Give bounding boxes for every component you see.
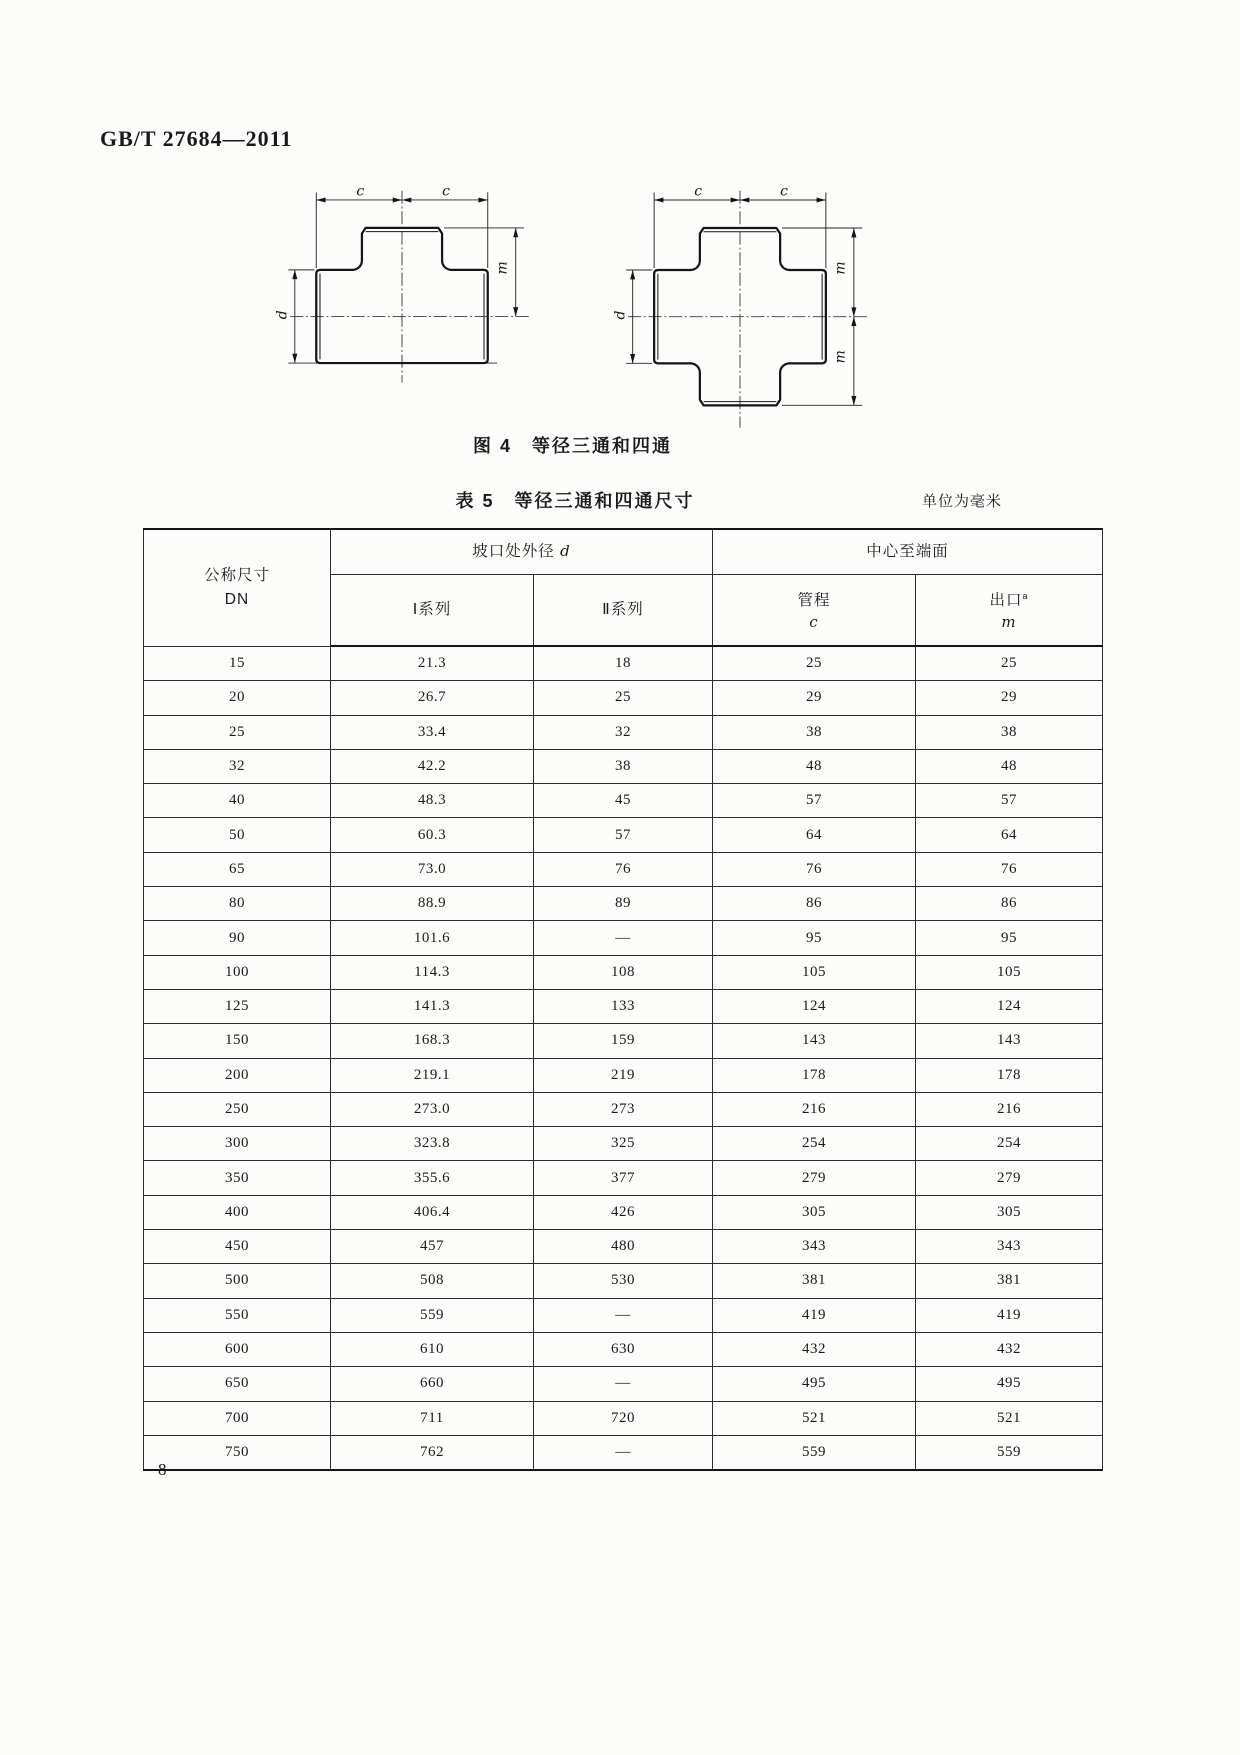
cell-series2: — xyxy=(534,1298,713,1332)
cell-series2: 57 xyxy=(534,818,713,852)
cell-series1: 42.2 xyxy=(331,749,534,783)
cell-series1: 406.4 xyxy=(331,1195,534,1229)
cell-series2: 630 xyxy=(534,1332,713,1366)
cell-outlet-m: 305 xyxy=(916,1195,1103,1229)
cell-dn: 50 xyxy=(144,818,331,852)
cell-dn: 32 xyxy=(144,749,331,783)
table-row xyxy=(144,852,1103,886)
cell-series2: — xyxy=(534,1435,713,1470)
cell-series1: 26.7 xyxy=(331,681,534,715)
col-outlet-label: 出口 xyxy=(989,591,1023,609)
cell-outlet-m: 143 xyxy=(916,1024,1103,1058)
dim-label-d: d xyxy=(274,310,291,320)
standard-number: GB/T 27684—2011 xyxy=(100,126,293,151)
col-run-var: c xyxy=(809,613,819,631)
table-row xyxy=(144,1367,1103,1401)
dim-label-d: d xyxy=(612,310,629,320)
cell-dn: 200 xyxy=(144,1058,331,1092)
col-outlet-text xyxy=(916,589,1102,613)
dim-label-c: c xyxy=(356,183,365,200)
group-outer-diameter-var: d xyxy=(560,541,571,560)
cell-series1: 711 xyxy=(331,1401,534,1435)
cell-run-c: 105 xyxy=(713,955,916,989)
cell-run-c: 95 xyxy=(713,921,916,955)
table-row xyxy=(144,1332,1103,1366)
unit-note: 单位为毫米 xyxy=(921,493,1002,510)
cell-dn: 40 xyxy=(144,784,331,818)
col-outlet-var: m xyxy=(1001,613,1017,631)
cell-outlet-m: 38 xyxy=(916,715,1103,749)
table-row xyxy=(144,1435,1103,1470)
cell-series2: 325 xyxy=(534,1127,713,1161)
cell-dn: 500 xyxy=(144,1264,331,1298)
cell-dn: 750 xyxy=(144,1435,331,1470)
col-header-series1: Ⅰ系列 xyxy=(331,575,534,647)
cell-series2: 18 xyxy=(534,646,713,681)
cell-series2: 377 xyxy=(534,1161,713,1195)
cell-series2: 89 xyxy=(534,887,713,921)
cross-diagram xyxy=(600,172,880,452)
dim-label-c: c xyxy=(442,183,450,200)
col-header-run xyxy=(713,575,916,647)
cell-series1: 323.8 xyxy=(331,1127,534,1161)
cell-outlet-m: 419 xyxy=(916,1298,1103,1332)
cell-series1: 60.3 xyxy=(331,818,534,852)
cell-outlet-m: 95 xyxy=(916,921,1103,955)
table-row xyxy=(144,1092,1103,1126)
col-header-series2: Ⅱ系列 xyxy=(534,575,713,647)
col-header-outlet xyxy=(916,575,1103,647)
table-row xyxy=(144,715,1103,749)
cell-dn: 100 xyxy=(144,955,331,989)
cell-series2: — xyxy=(534,1367,713,1401)
dimensions-table xyxy=(143,528,1103,1471)
tee-diagram xyxy=(262,172,542,405)
cell-run-c: 559 xyxy=(713,1435,916,1470)
cell-run-c: 419 xyxy=(713,1298,916,1332)
cell-run-c: 305 xyxy=(713,1195,916,1229)
group-outer-diameter-text: 坡口处外径 xyxy=(472,542,555,560)
figure-caption: 图 4 等径三通和四通 xyxy=(472,436,672,456)
cell-series1: 508 xyxy=(331,1264,534,1298)
tee-dimension-lines xyxy=(295,200,516,363)
table-row xyxy=(144,749,1103,783)
cell-series2: — xyxy=(534,921,713,955)
cell-dn: 600 xyxy=(144,1332,331,1366)
cell-series1: 114.3 xyxy=(331,955,534,989)
cell-run-c: 178 xyxy=(713,1058,916,1092)
cell-series2: 45 xyxy=(534,784,713,818)
cell-series2: 480 xyxy=(534,1230,713,1264)
dim-label-c: c xyxy=(780,183,788,200)
cell-run-c: 76 xyxy=(713,852,916,886)
col-header-dn-code: DN xyxy=(224,590,250,608)
cell-outlet-m: 124 xyxy=(916,989,1103,1023)
cell-series2: 273 xyxy=(534,1092,713,1126)
cell-series2: 76 xyxy=(534,852,713,886)
table-row xyxy=(144,1401,1103,1435)
cell-run-c: 343 xyxy=(713,1230,916,1264)
tee-centerlines xyxy=(290,191,530,383)
table-row xyxy=(144,1127,1103,1161)
cell-series1: 21.3 xyxy=(331,646,534,681)
cell-series1: 168.3 xyxy=(331,1024,534,1058)
cell-dn: 125 xyxy=(144,989,331,1023)
cell-outlet-m: 559 xyxy=(916,1435,1103,1470)
cell-dn: 65 xyxy=(144,852,331,886)
table-row xyxy=(144,1298,1103,1332)
cell-series2: 108 xyxy=(534,955,713,989)
cell-series2: 219 xyxy=(534,1058,713,1092)
cell-dn: 250 xyxy=(144,1092,331,1126)
cell-series2: 159 xyxy=(534,1024,713,1058)
cell-outlet-m: 381 xyxy=(916,1264,1103,1298)
cell-outlet-m: 29 xyxy=(916,681,1103,715)
table-row xyxy=(144,989,1103,1023)
cell-series2: 32 xyxy=(534,715,713,749)
dim-label-m: m xyxy=(832,261,849,275)
cell-dn: 550 xyxy=(144,1298,331,1332)
cell-series1: 273.0 xyxy=(331,1092,534,1126)
dim-label-c: c xyxy=(694,183,703,200)
cell-dn: 400 xyxy=(144,1195,331,1229)
cell-run-c: 143 xyxy=(713,1024,916,1058)
cell-run-c: 279 xyxy=(713,1161,916,1195)
cell-dn: 15 xyxy=(144,646,331,681)
cell-run-c: 38 xyxy=(713,715,916,749)
cell-outlet-m: 495 xyxy=(916,1367,1103,1401)
cell-outlet-m: 57 xyxy=(916,784,1103,818)
cell-dn: 20 xyxy=(144,681,331,715)
dim-label-m: m xyxy=(494,261,511,275)
cell-run-c: 254 xyxy=(713,1127,916,1161)
table-row xyxy=(144,1230,1103,1264)
group-header-outer-diameter xyxy=(331,529,713,575)
cell-dn: 300 xyxy=(144,1127,331,1161)
cell-run-c: 432 xyxy=(713,1332,916,1366)
cell-run-c: 29 xyxy=(713,681,916,715)
col-header-dn-text: 公称尺寸 xyxy=(203,566,270,584)
cell-series1: 610 xyxy=(331,1332,534,1366)
cell-series1: 457 xyxy=(331,1230,534,1264)
cross-centerlines xyxy=(628,191,869,428)
cell-series2: 426 xyxy=(534,1195,713,1229)
table-row xyxy=(144,955,1103,989)
cell-series1: 355.6 xyxy=(331,1161,534,1195)
table-row xyxy=(144,784,1103,818)
cell-outlet-m: 432 xyxy=(916,1332,1103,1366)
cell-series1: 33.4 xyxy=(331,715,534,749)
cell-outlet-m: 86 xyxy=(916,887,1103,921)
cell-outlet-m: 105 xyxy=(916,955,1103,989)
table-row xyxy=(144,887,1103,921)
col-header-dn xyxy=(144,529,331,646)
cell-run-c: 64 xyxy=(713,818,916,852)
cell-dn: 650 xyxy=(144,1367,331,1401)
footnote-marker: a xyxy=(1022,590,1029,601)
cell-run-c: 216 xyxy=(713,1092,916,1126)
cell-run-c: 521 xyxy=(713,1401,916,1435)
cell-run-c: 25 xyxy=(713,646,916,681)
cell-series2: 25 xyxy=(534,681,713,715)
col-run-text: 管程 xyxy=(797,591,831,609)
cell-outlet-m: 25 xyxy=(916,646,1103,681)
cell-dn: 90 xyxy=(144,921,331,955)
cell-dn: 350 xyxy=(144,1161,331,1195)
cell-outlet-m: 254 xyxy=(916,1127,1103,1161)
table-row xyxy=(144,818,1103,852)
cell-series2: 38 xyxy=(534,749,713,783)
table-row xyxy=(144,646,1103,681)
cell-run-c: 57 xyxy=(713,784,916,818)
cell-series1: 88.9 xyxy=(331,887,534,921)
cell-run-c: 495 xyxy=(713,1367,916,1401)
cell-outlet-m: 343 xyxy=(916,1230,1103,1264)
cell-series2: 133 xyxy=(534,989,713,1023)
cell-series1: 762 xyxy=(331,1435,534,1470)
table-row xyxy=(144,1024,1103,1058)
cross-dimension-lines xyxy=(633,200,854,405)
dim-label-m: m xyxy=(832,350,849,364)
cell-outlet-m: 216 xyxy=(916,1092,1103,1126)
cell-series1: 73.0 xyxy=(331,852,534,886)
cell-dn: 150 xyxy=(144,1024,331,1058)
cell-run-c: 124 xyxy=(713,989,916,1023)
table-title-row xyxy=(143,487,1102,513)
cell-outlet-m: 76 xyxy=(916,852,1103,886)
cell-outlet-m: 279 xyxy=(916,1161,1103,1195)
group-header-center-to-end: 中心至端面 xyxy=(713,529,1103,575)
cell-outlet-m: 48 xyxy=(916,749,1103,783)
table-row xyxy=(144,1161,1103,1195)
cell-dn: 700 xyxy=(144,1401,331,1435)
cell-series1: 219.1 xyxy=(331,1058,534,1092)
table-title: 表 5 等径三通和四通尺寸 xyxy=(455,491,695,511)
cell-series2: 720 xyxy=(534,1401,713,1435)
cell-series2: 530 xyxy=(534,1264,713,1298)
table-row xyxy=(144,1264,1103,1298)
page-number: 8 xyxy=(158,1460,167,1479)
cell-series1: 660 xyxy=(331,1367,534,1401)
table-row xyxy=(144,1058,1103,1092)
cell-dn: 25 xyxy=(144,715,331,749)
cell-dn: 450 xyxy=(144,1230,331,1264)
cell-series1: 48.3 xyxy=(331,784,534,818)
cell-run-c: 48 xyxy=(713,749,916,783)
cell-series1: 101.6 xyxy=(331,921,534,955)
cell-outlet-m: 521 xyxy=(916,1401,1103,1435)
cell-outlet-m: 64 xyxy=(916,818,1103,852)
cell-series1: 141.3 xyxy=(331,989,534,1023)
cell-series1: 559 xyxy=(331,1298,534,1332)
table-row xyxy=(144,921,1103,955)
cell-run-c: 381 xyxy=(713,1264,916,1298)
cell-dn: 80 xyxy=(144,887,331,921)
cell-run-c: 86 xyxy=(713,887,916,921)
table-row xyxy=(144,1195,1103,1229)
table-row xyxy=(144,681,1103,715)
header-group-row xyxy=(144,529,1103,575)
cell-outlet-m: 178 xyxy=(916,1058,1103,1092)
